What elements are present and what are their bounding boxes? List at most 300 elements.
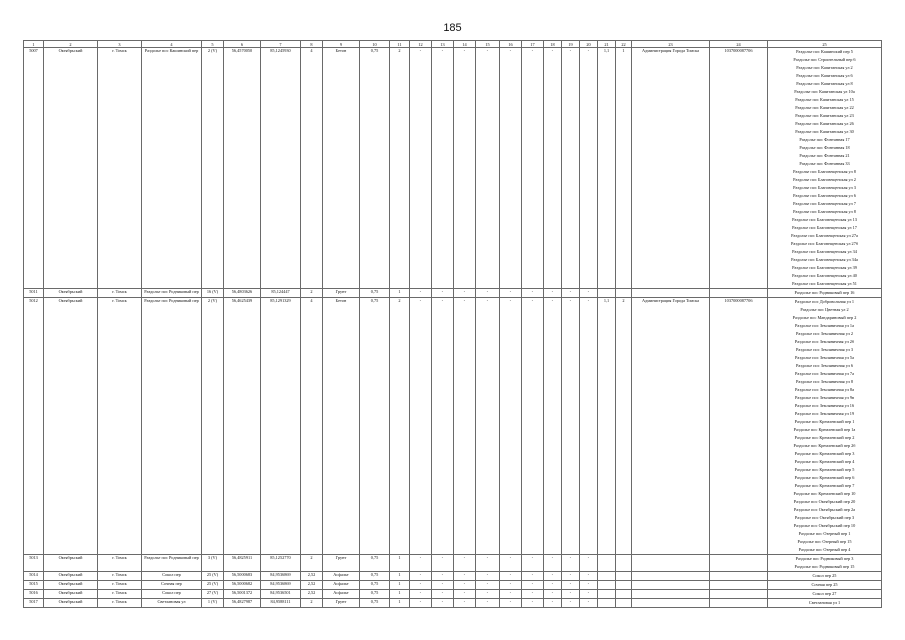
table-cell: - (522, 572, 544, 581)
column-header: 12 (410, 41, 432, 48)
table-cell: 85,1252770 (261, 555, 301, 572)
table-cell: - (454, 581, 476, 590)
address-item: Раздолье пос Земляничная ул 8а (795, 387, 854, 392)
table-cell: Октябрьский (44, 555, 98, 572)
address-item: Раздолье пос Кремлевский пер 6 (794, 475, 855, 480)
address-item: Раздолье пос Кремлевский пер 4 (794, 459, 855, 464)
table-cell: 3 (V) (202, 555, 224, 572)
table-cell: 27 (V) (202, 590, 224, 599)
table-cell: 2 (616, 298, 632, 555)
table-cell: 84,9588111 (261, 599, 301, 608)
table-cell: 0,75 (360, 555, 390, 572)
address-item: Раздолье пос Кремлевский пер 1 (794, 419, 855, 424)
table-cell: 5012 (24, 298, 44, 555)
table-cell: 1 (390, 581, 410, 590)
table-cell: г. Томск (98, 298, 142, 555)
table-cell: - (432, 289, 454, 298)
table-cell: 5007 (24, 48, 44, 289)
address-item: Раздолье пос Родниковый пер 16 (794, 290, 855, 295)
address-item: Раздолье пос Благовещенская ул 34а (791, 257, 858, 262)
table-cell: 2 (390, 298, 410, 555)
table-cell: 1 (390, 599, 410, 608)
table-cell: - (476, 289, 500, 298)
address-item: Раздолье пос Озерный пер 15 (797, 539, 852, 544)
table-row (24, 289, 882, 298)
table-cell: - (580, 572, 598, 581)
address-item: Раздолье пос Мандариновый пер 2 (792, 315, 857, 320)
table-cell: - (454, 599, 476, 608)
address-item: Раздолье пос Земляничная ул 5а (795, 355, 854, 360)
table-cell: - (476, 599, 500, 608)
column-header: 6 (224, 41, 261, 48)
table-cell: г. Томск (98, 599, 142, 608)
column-header: 20 (580, 41, 598, 48)
address-item: Раздолье пос Кремлевский пер 2 (794, 435, 855, 440)
table-cell: 5013 (24, 555, 44, 572)
table-cell (710, 599, 768, 608)
table-cell: - (500, 48, 522, 289)
table-cell: г. Томск (98, 48, 142, 289)
table-cell (710, 289, 768, 298)
table-cell: 1,1 (598, 48, 616, 289)
address-item: Раздолье пос Кремлевский пер 7 (794, 483, 855, 488)
table-cell: - (432, 298, 454, 555)
table-cell: 0,75 (360, 572, 390, 581)
address-item: Раздолье пос Благовещенская ул 39 (792, 265, 857, 270)
column-header: 24 (710, 41, 768, 48)
table-cell: 0,75 (360, 48, 390, 289)
table-cell: 1,1 (598, 298, 616, 555)
address-item: Раздолье пос Фонтанная 18 (799, 145, 850, 150)
address-item: Раздолье пос Капитанская ул 2 (796, 65, 853, 70)
table-cell (632, 289, 710, 298)
table-row (24, 48, 882, 289)
table-cell (632, 590, 710, 599)
table-cell: Октябрьский (44, 590, 98, 599)
table-cell: - (544, 599, 562, 608)
table-cell: - (544, 298, 562, 555)
table-cell: Раздолье пос Родниковый пер (142, 289, 202, 298)
address-list-cell (768, 289, 882, 298)
column-header: 9 (323, 41, 360, 48)
table-cell: - (562, 572, 580, 581)
table-cell (598, 599, 616, 608)
table-cell (710, 572, 768, 581)
data-table (23, 40, 882, 608)
address-item: Раздолье пос Капитанская ул 30 (795, 129, 854, 134)
table-cell: 1 (390, 289, 410, 298)
table-cell: Октябрьский (44, 289, 98, 298)
table-cell: - (432, 555, 454, 572)
address-list-cell (768, 555, 882, 572)
address-item: Раздолье пос Благовещенская ул 8 (793, 169, 856, 174)
table-cell (710, 590, 768, 599)
table-cell: 25 (V) (202, 581, 224, 590)
table-cell (616, 599, 632, 608)
table-cell: - (454, 572, 476, 581)
table-cell: 2,52 (301, 581, 323, 590)
address-list-cell (768, 590, 882, 599)
table-row (24, 298, 882, 555)
address-item: Раздолье пос Озерный пер 4 (798, 547, 851, 552)
table-cell (710, 555, 768, 572)
table-cell: - (580, 599, 598, 608)
table-cell: - (544, 555, 562, 572)
address-item: Раздолье пос Октябрьский пер 3 (794, 515, 855, 520)
address-item: Сокол пер 25 (812, 573, 837, 578)
table-cell: 56,4570050 (224, 48, 261, 289)
table-cell: 0,75 (360, 289, 390, 298)
table-cell: г. Томск (98, 289, 142, 298)
table-cell: 85,1291329 (261, 298, 301, 555)
address-item: Раздолье пос Благовещенская ул 27б (790, 241, 859, 246)
address-item: Раздолье пос Капитанская ул 26 (795, 121, 854, 126)
table-cell: 2 (V) (202, 298, 224, 555)
table-cell: - (544, 48, 562, 289)
table-cell: - (410, 581, 432, 590)
table-cell: 5016 (24, 590, 44, 599)
table-cell: 16 (V) (202, 289, 224, 298)
column-header: 5 (202, 41, 224, 48)
address-item: Раздолье пос Земляничная ул 3 (795, 347, 854, 352)
address-item: Сокол пер 27 (812, 591, 837, 596)
table-cell: - (454, 289, 476, 298)
address-item: Раздолье пос Фонтанная 33 (799, 161, 850, 166)
address-item: Раздолье пос Земляничная ул 19 (794, 411, 855, 416)
table-cell: - (500, 581, 522, 590)
table-cell: - (580, 298, 598, 555)
table-cell: - (476, 555, 500, 572)
address-item: Раздолье пос Цветная ул 2 (800, 307, 849, 312)
table-cell: - (476, 590, 500, 599)
address-item: Раздолье пос Благовещенская ул 17 (792, 225, 857, 230)
table-cell: Раздолье пос Родниковый пер (142, 298, 202, 555)
address-list-cell (768, 298, 882, 555)
address-list-cell (768, 48, 882, 289)
page-number: 185 (443, 22, 462, 34)
table-cell: - (522, 289, 544, 298)
table-cell: 56,5001372 (224, 590, 261, 599)
table-cell: - (500, 590, 522, 599)
table-cell: - (500, 555, 522, 572)
address-item: Раздолье пос Октябрьский пер 20 (793, 499, 856, 504)
table-cell: 85,124447 (261, 289, 301, 298)
table-cell: - (410, 572, 432, 581)
table-cell: г. Томск (98, 555, 142, 572)
table-cell: 56,5000682 (224, 581, 261, 590)
table-cell: 2 (V) (202, 48, 224, 289)
table-cell: - (454, 48, 476, 289)
table-cell: - (432, 581, 454, 590)
table-cell: - (522, 581, 544, 590)
column-header: 21 (598, 41, 616, 48)
table-cell: - (562, 48, 580, 289)
column-header: 18 (544, 41, 562, 48)
column-header: 4 (142, 41, 202, 48)
table-cell: - (522, 599, 544, 608)
table-cell: г. Томск (98, 572, 142, 581)
header-row (24, 41, 882, 48)
table-cell: - (522, 48, 544, 289)
table-cell: - (410, 555, 432, 572)
table-cell: 56,4625439 (224, 298, 261, 555)
table-cell: - (580, 555, 598, 572)
address-item: Раздолье пос Озерный пер 1 (798, 531, 851, 536)
table-cell (598, 572, 616, 581)
table-cell: Бетон (323, 298, 360, 555)
table-cell: Грунт (323, 555, 360, 572)
address-item: Раздолье пос Земляничная ул 6 (795, 363, 854, 368)
address-item: Раздолье пос Капитанская ул 15 (795, 97, 854, 102)
table-cell: 84,9536501 (261, 590, 301, 599)
address-list-cell (768, 599, 882, 608)
table-cell: Бетон (323, 48, 360, 289)
table-row (24, 572, 882, 581)
column-header: 22 (616, 41, 632, 48)
table-cell: 2 (301, 555, 323, 572)
column-header: 15 (476, 41, 500, 48)
address-item: Раздолье пос Кремлевский пер 5 (794, 467, 855, 472)
address-item: Раздолье пос Капитанская ул 23 (795, 113, 854, 118)
table-cell: - (562, 289, 580, 298)
address-list-cell (768, 572, 882, 581)
table-cell: г. Томск (98, 581, 142, 590)
table-cell: г. Томск (98, 590, 142, 599)
column-header: 19 (562, 41, 580, 48)
table-cell: - (410, 599, 432, 608)
table-cell: Октябрьский (44, 572, 98, 581)
table-cell: - (562, 581, 580, 590)
table-cell: 2 (301, 599, 323, 608)
address-item: Раздолье пос Капитанская ул 8 (796, 81, 853, 86)
table-cell: - (544, 590, 562, 599)
table-cell: - (454, 555, 476, 572)
table-cell: 0,75 (360, 590, 390, 599)
table-cell: 0,75 (360, 298, 390, 555)
table-cell: 1 (390, 590, 410, 599)
table-cell: Сокол пер (142, 572, 202, 581)
address-item: Раздолье пос Земляничная ул 2 (795, 331, 854, 336)
column-header: 11 (390, 41, 410, 48)
table-cell: 0,75 (360, 599, 390, 608)
address-item: Раздолье пос Добровольная ул 1 (794, 299, 855, 304)
table-cell: - (432, 590, 454, 599)
table-cell: - (432, 572, 454, 581)
table-cell: - (580, 590, 598, 599)
table-cell: 56,4803626 (224, 289, 261, 298)
table-cell (598, 590, 616, 599)
address-item: Раздолье пос Земляничная ул 8 (795, 379, 854, 384)
column-header: 17 (522, 41, 544, 48)
table-cell: Администрация Города Томска (632, 48, 710, 289)
table-cell (598, 289, 616, 298)
table-cell: 2,52 (301, 590, 323, 599)
table-cell: Раздолье пос Родниковый пер (142, 555, 202, 572)
address-item: Раздолье пос Кремлевский пер 1а (793, 427, 856, 432)
column-header: 8 (301, 41, 323, 48)
table-cell: - (562, 599, 580, 608)
table-cell (616, 581, 632, 590)
table-cell (710, 581, 768, 590)
table-cell: Октябрьский (44, 599, 98, 608)
column-header: 7 (261, 41, 301, 48)
table-cell: - (500, 289, 522, 298)
table-cell: - (580, 48, 598, 289)
address-item: Раздолье пос Благовещенская ул 51 (792, 281, 857, 286)
table-cell: - (544, 572, 562, 581)
address-item: Раздолье пос Фонтанная 17 (799, 137, 850, 142)
table-cell: Сочная пер (142, 581, 202, 590)
address-item: Раздолье пос Кремлевский пер 10 (793, 491, 856, 496)
address-item: Раздолье пос Земляничная ул 7а (795, 371, 854, 376)
table-cell: - (500, 599, 522, 608)
table-cell: 1 (390, 572, 410, 581)
table-cell (632, 599, 710, 608)
table-cell: Октябрьский (44, 48, 98, 289)
table-cell: 56,4827987 (224, 599, 261, 608)
table-cell: - (522, 590, 544, 599)
table-cell: - (410, 298, 432, 555)
table-cell: - (544, 289, 562, 298)
address-item: Раздолье пос Родниковый пер 3 (795, 556, 854, 561)
table-cell: - (476, 298, 500, 555)
table-cell: Октябрьский (44, 298, 98, 555)
table-cell: - (432, 599, 454, 608)
table-cell: 4 (301, 48, 323, 289)
column-header: 10 (360, 41, 390, 48)
table-cell: Октябрьский (44, 581, 98, 590)
table-cell: Администрация Города Томска (632, 298, 710, 555)
table-cell: - (544, 581, 562, 590)
table-cell: - (410, 48, 432, 289)
column-header: 13 (432, 41, 454, 48)
column-header: 1 (24, 41, 44, 48)
address-item: Раздолье пос Капитанская ул 22 (795, 105, 854, 110)
table-cell: 1 (616, 48, 632, 289)
table-cell: 2 (301, 289, 323, 298)
address-item: Раздолье пос Земляничная ул 2б (794, 339, 855, 344)
table-cell: - (522, 298, 544, 555)
table-cell: - (476, 48, 500, 289)
table-cell: 56,4825911 (224, 555, 261, 572)
table-cell: - (500, 572, 522, 581)
address-item: Раздолье пос Капитанская ул 10а (794, 89, 855, 94)
address-item: Раздолье пос Благовещенская ул 7 (793, 201, 856, 206)
table-cell: Асфальт (323, 572, 360, 581)
table-cell: 2 (390, 48, 410, 289)
column-header: 2 (44, 41, 98, 48)
table-cell: 0,75 (360, 581, 390, 590)
table-cell: Сокол пер (142, 590, 202, 599)
table-cell: 25 (V) (202, 572, 224, 581)
table-cell (632, 581, 710, 590)
table-cell: 84,9536869 (261, 581, 301, 590)
address-item: Раздолье пос Благовещенская ул 8 (793, 209, 856, 214)
table-cell: 1 (V) (202, 599, 224, 608)
address-item: Раздолье пос Благовещенская ул 2 (793, 177, 856, 182)
address-item: Раздолье пос Кашинский пер 5 (796, 49, 853, 54)
address-item: Раздолье пос Благовещенская ул 40 (792, 273, 857, 278)
table-cell: - (562, 590, 580, 599)
table-cell (598, 581, 616, 590)
address-item: Раздолье пос Октябрьский пер 10 (793, 523, 856, 528)
table-cell: 2,52 (301, 572, 323, 581)
table-cell: 56,5000683 (224, 572, 261, 581)
column-header: 3 (98, 41, 142, 48)
table-cell: Грунт (323, 599, 360, 608)
address-item: Раздолье пос Капитанская ул 6 (796, 73, 853, 78)
table-cell: - (410, 289, 432, 298)
address-item: Раздолье пос Кремлевский пер 3 (794, 451, 855, 456)
table-cell: - (432, 48, 454, 289)
table-cell: 4 (301, 298, 323, 555)
table-cell: - (454, 590, 476, 599)
table-cell: 85,1245930 (261, 48, 301, 289)
table-cell: - (580, 581, 598, 590)
address-item: Раздолье пос Благовещенская ул 6 (793, 193, 856, 198)
table-cell (598, 555, 616, 572)
column-header: 14 (454, 41, 476, 48)
address-item: Раздолье пос Благовещенская ул 27а (791, 233, 858, 238)
column-header: 25 (768, 41, 882, 48)
table-cell: 5014 (24, 572, 44, 581)
address-item: Раздолье пос Родниковый пер 15 (794, 564, 855, 569)
table-cell: 1 (390, 555, 410, 572)
column-header: 23 (632, 41, 710, 48)
table-cell: Асфальт (323, 590, 360, 599)
table-cell: Раздолье пос Кашинский пер (142, 48, 202, 289)
table-cell (616, 289, 632, 298)
table-cell (616, 555, 632, 572)
address-item: Раздолье пос Земляничная ул 1а (795, 323, 854, 328)
table-cell (616, 590, 632, 599)
table-row (24, 555, 882, 572)
table-row (24, 581, 882, 590)
address-item: Раздолье пос Фонтанная 21 (799, 153, 850, 158)
table-cell: 5011 (24, 289, 44, 298)
table-row (24, 599, 882, 608)
table-cell: 1037000087706 (710, 48, 768, 289)
table-cell: Грунт (323, 289, 360, 298)
address-item: Раздолье пос Строительный пер 6 (793, 57, 856, 62)
address-item: Раздолье пос Кремлевский пер 2б (793, 443, 856, 448)
table-cell: - (562, 298, 580, 555)
table-cell: 84,9536869 (261, 572, 301, 581)
table-cell (632, 572, 710, 581)
address-item: Раздолье пос Октябрьский пер 2а (793, 507, 856, 512)
address-item: Раздолье пос Благовещенская ул 3 (793, 185, 856, 190)
address-item: Раздолье пос Благовещенская ул 34 (792, 249, 857, 254)
table-cell: 5017 (24, 599, 44, 608)
table-cell: Светлановая ул (142, 599, 202, 608)
table-cell (632, 555, 710, 572)
table-cell: Асфальт (323, 581, 360, 590)
table-row (24, 590, 882, 599)
address-item: Сочная пер 25 (811, 582, 838, 587)
table-cell: - (410, 590, 432, 599)
table-cell: 5015 (24, 581, 44, 590)
table-cell: - (476, 581, 500, 590)
table-cell (616, 572, 632, 581)
address-item: Раздолье пос Благовещенская ул 13 (792, 217, 857, 222)
table-cell: 1037000087706 (710, 298, 768, 555)
table-cell: - (522, 555, 544, 572)
address-item: Раздолье пос Земляничная ул 9в (794, 395, 855, 400)
column-header: 16 (500, 41, 522, 48)
table-cell: - (500, 298, 522, 555)
address-item: Раздолье пос Земляничная ул 16 (794, 403, 855, 408)
table-cell: - (562, 555, 580, 572)
